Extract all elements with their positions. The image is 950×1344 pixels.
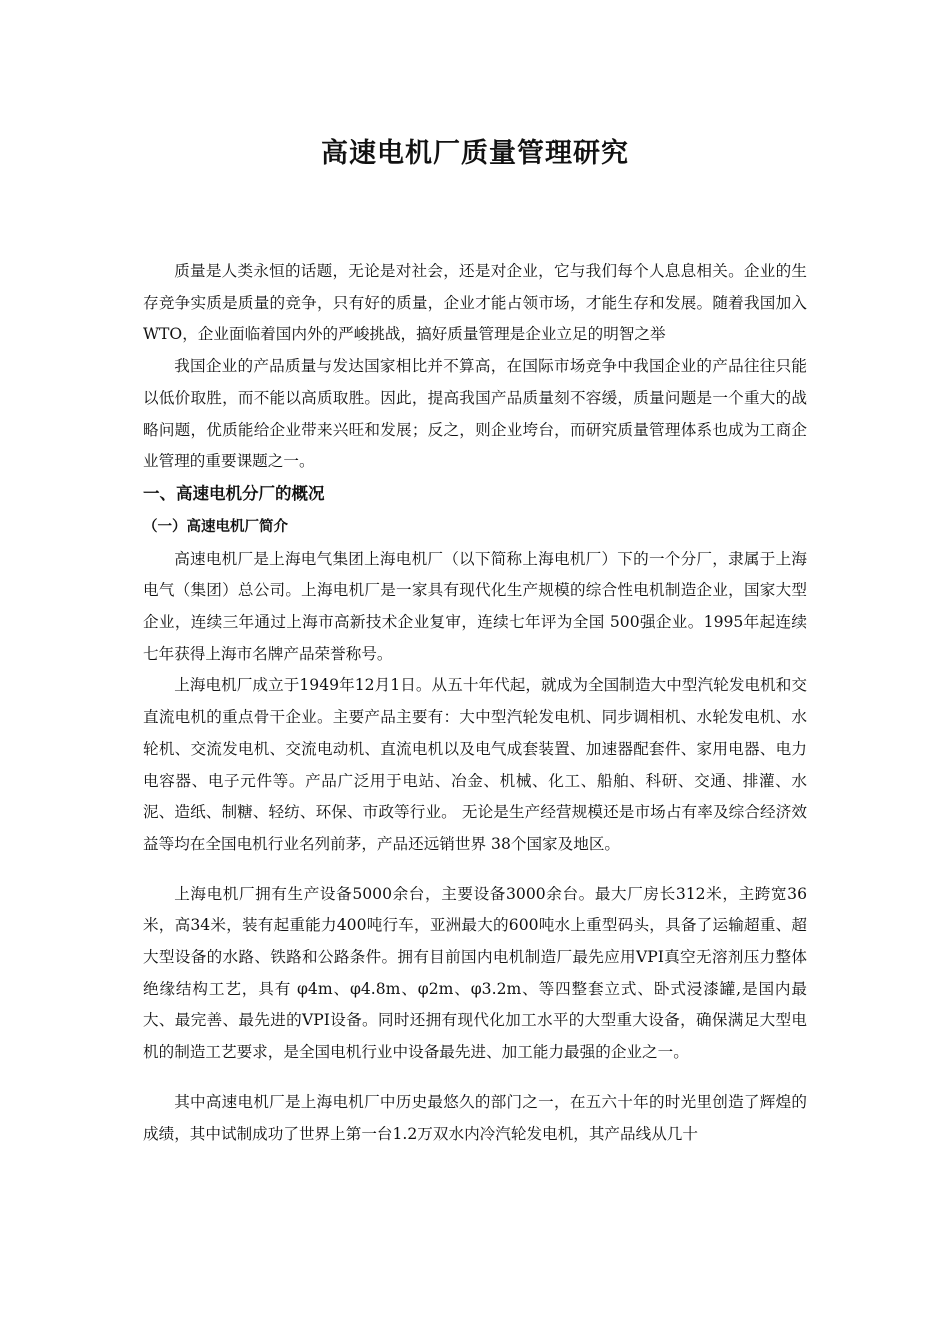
- paragraph-spacer: [143, 1069, 807, 1087]
- intro-paragraph-1: 质量是人类永恒的话题，无论是对社会，还是对企业，它与我们每个人息息相关。企业的生存竞争实质是质量的竞争，只有好的质量，企业才能占领市场，才能生存和发展。随着我国加入WTO，企业面临着国内外的严峻挑战，搞好质量管理是企业立足的明智之举: [143, 262, 807, 344]
- body-paragraph-1: 高速电机厂是上海电气集团上海电机厂（以下简称上海电机厂）下的一个分厂，隶属于上海电气（集团）总公司。上海电机厂是一家具有现代化生产规模的综合性电机制造企业，国家大型企业，连续三年通过上海市高新技术企业复审，连续七年评为全国 500强企业。1995年起连续七年获得上海市名牌产品荣誉称号。: [143, 549, 807, 663]
- intro-paragraph-2: 我国企业的产品质量与发达国家相比并不算高，在国际市场竞争中我国企业的产品往往只能以低价取胜，而不能以高质取胜。因此，提高我国产品质量刻不容缓，质量问题是一个重大的战略问题，优质能给企业带来兴旺和发展；反之，则企业垮台，而研究质量管理体系也成为工商企业管理的重要课题之一。: [143, 357, 807, 471]
- body-paragraph-4: 其中高速电机厂是上海电机厂中历史最悠久的部门之一，在五六十年的时光里创造了辉煌的成绩，其中试制成功了世界上第一台1.2万双水内冷汽轮发电机，其产品线从几十: [143, 1092, 807, 1143]
- paragraph-spacer: [143, 861, 807, 879]
- section-heading: 一、高速电机分厂的概况: [143, 483, 325, 503]
- document-body: [143, 256, 807, 1150]
- body-paragraph-2: 上海电机厂成立于1949年12月1日。从五十年代起，就成为全国制造大中型汽轮发电机和交直流电机的重点骨干企业。主要产品主要有：大中型汽轮发电机、同步调相机、水轮发电机、水轮机、交流发电机、交流电动机、直流电机以及电气成套装置、加速器配套件、家用电器、电力电容器、电子元件等。产品广泛用于电站、冶金、机械、化工、船舶、科研、交通、排灌、水泥、造纸、制糖、轻纺、环保、市政等行业。 无论是生产经营规模还是市场占有率及综合经济效益等均在全国电机行业名列前茅，产品还远销世界 38个国家及地区。: [143, 676, 807, 853]
- body-paragraph-3: 上海电机厂拥有生产设备5000余台，主要设备3000余台。最大厂房长312米，主跨宽36米，高34米，装有起重能力400吨行车，亚洲最大的600吨水上重型码头，具备了运输超重、超大型设备的水路、铁路和公路条件。拥有目前国内电机制造厂最先应用VPI真空无溶剂压力整体绝缘结构工艺，具有 φ4m、φ4.8m、φ2m、φ3.2m、等四整套立式、卧式浸漆罐,是国内最大、最完善、最先进的VPI设备。同时还拥有现代化加工水平的大型重大设备，确保满足大型电机的制造工艺要求，是全国电机行业中设备最先进、加工能力最强的企业之一。: [143, 884, 807, 1062]
- document-title: 高速电机厂质量管理研究: [321, 138, 629, 169]
- subsection-heading: （一）高速电机厂简介: [143, 518, 288, 535]
